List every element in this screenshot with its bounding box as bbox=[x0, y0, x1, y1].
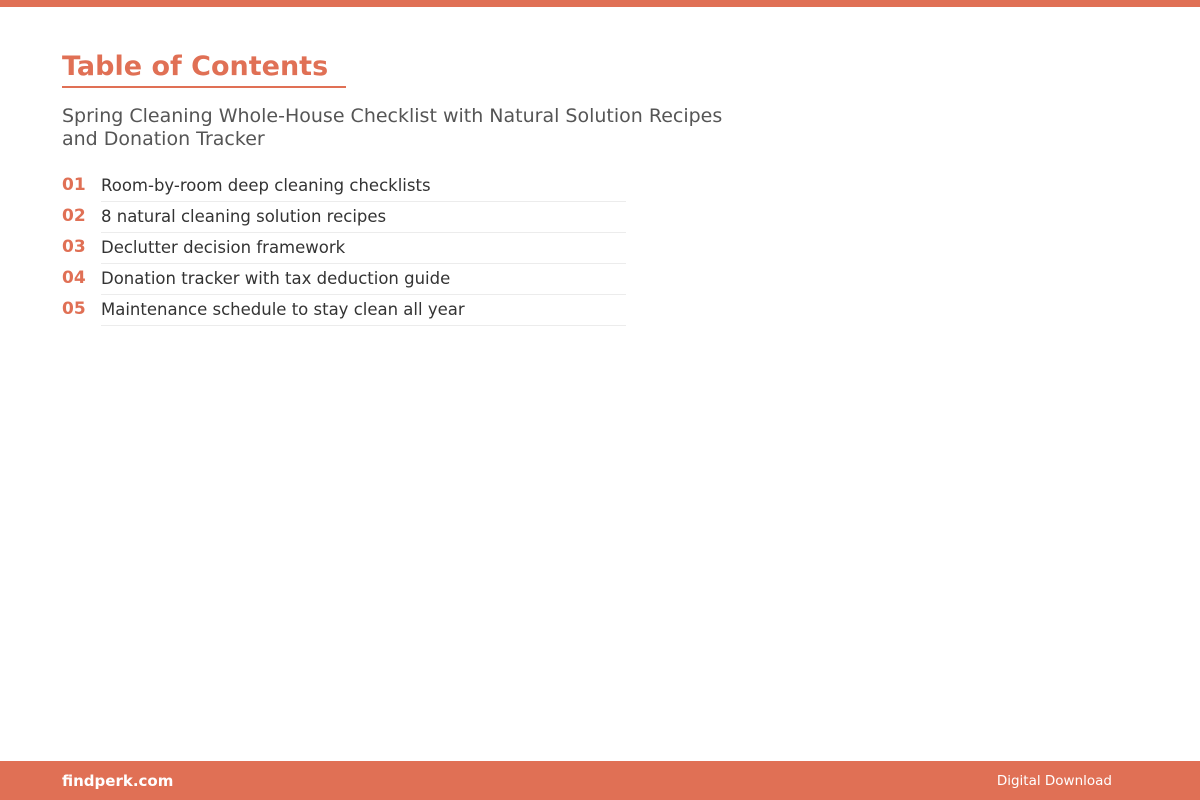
toc-item bbox=[62, 264, 762, 295]
toc-item-label: Maintenance schedule to stay clean all year bbox=[101, 295, 626, 326]
toc-item-label: Declutter decision framework bbox=[101, 233, 626, 264]
toc-item bbox=[62, 171, 762, 202]
toc-item-number: 02 bbox=[62, 206, 86, 226]
toc-item-number: 05 bbox=[62, 299, 86, 319]
toc-item-number: 04 bbox=[62, 268, 86, 288]
toc-item bbox=[62, 295, 762, 326]
toc-item-label: Donation tracker with tax deduction guide bbox=[101, 264, 626, 295]
footer-site-name: findperk.com bbox=[62, 772, 174, 790]
page-title: Table of Contents bbox=[62, 48, 346, 88]
document-subtitle: Spring Cleaning Whole-House Checklist with Natural Solution Recipes and Donation Tracker bbox=[62, 105, 723, 150]
toc-item-number: 03 bbox=[62, 237, 86, 257]
footer-bar bbox=[0, 761, 1200, 800]
toc-item-number: 01 bbox=[62, 175, 86, 195]
toc-item bbox=[62, 202, 762, 233]
table-of-contents-list bbox=[62, 171, 762, 326]
toc-item bbox=[62, 233, 762, 264]
toc-item-label: Room-by-room deep cleaning checklists bbox=[101, 171, 626, 202]
footer-download-label: Digital Download bbox=[996, 773, 1112, 789]
content-area bbox=[62, 48, 762, 326]
top-accent-bar bbox=[0, 0, 1200, 7]
toc-item-label: 8 natural cleaning solution recipes bbox=[101, 202, 626, 233]
